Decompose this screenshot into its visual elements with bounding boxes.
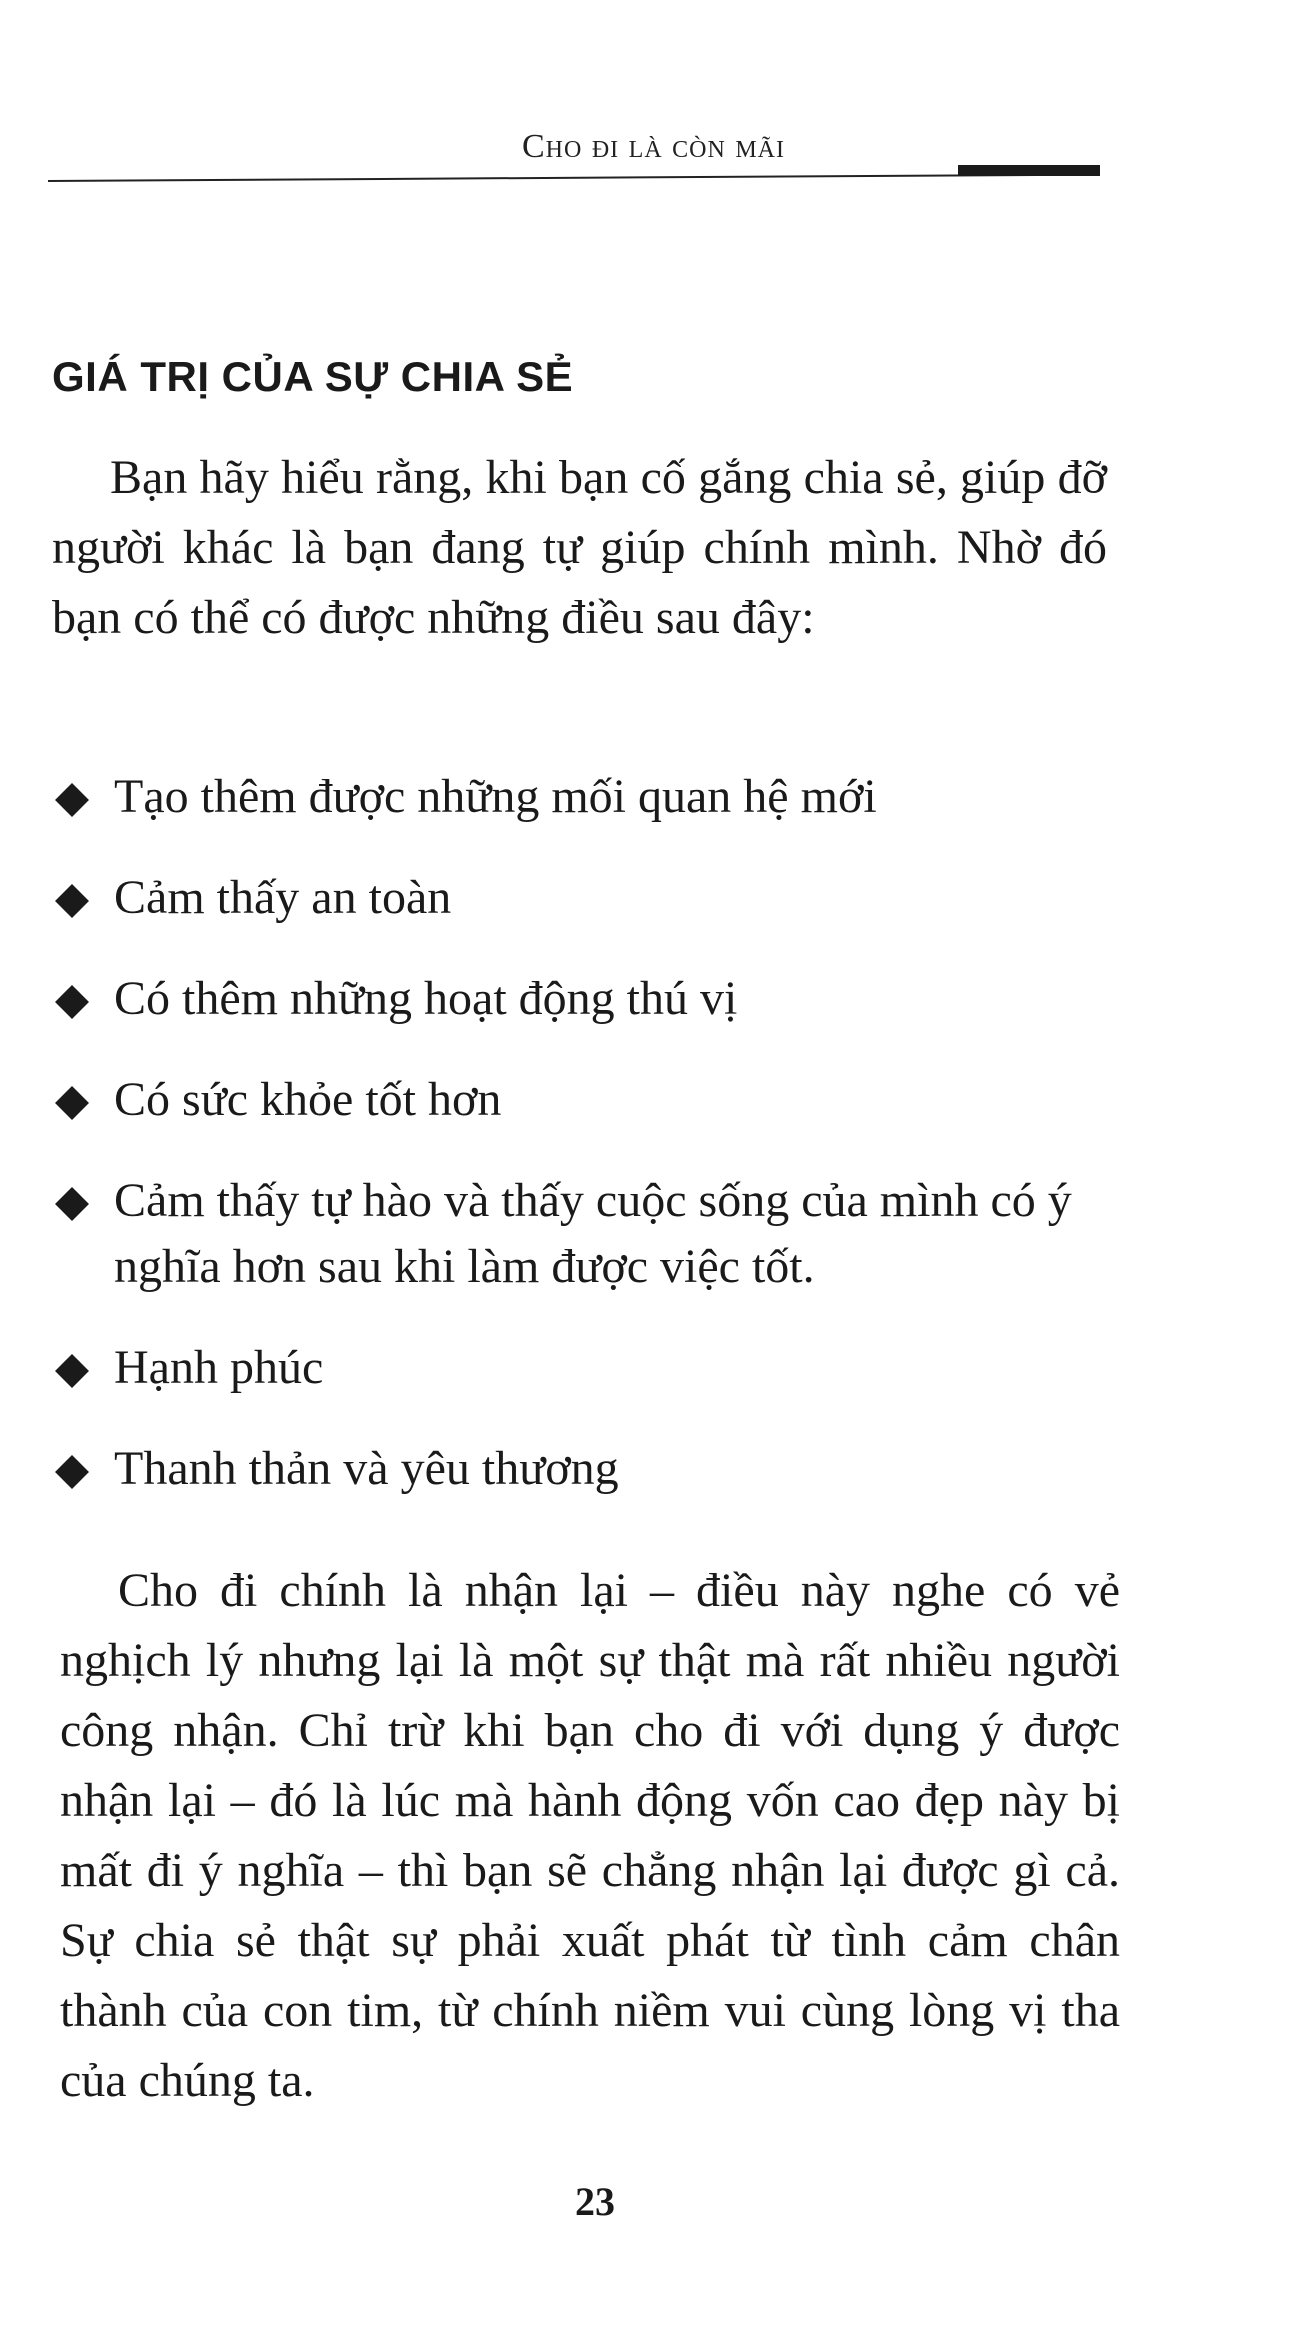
list-item-text: Cảm thấy an toàn	[114, 871, 452, 924]
list-item-text: Có thêm những hoạt động thú vị	[114, 972, 738, 1025]
list-item	[52, 966, 1112, 1032]
list-item-text: Thanh thản và yêu thương	[114, 1442, 619, 1495]
diamond-bullet-icon	[55, 985, 89, 1019]
benefits-list	[52, 764, 1112, 1537]
diamond-bullet-icon	[55, 1354, 89, 1388]
list-item	[52, 764, 1112, 830]
diamond-bullet-icon	[55, 1455, 89, 1489]
diamond-bullet-icon	[55, 783, 89, 817]
diamond-bullet-icon	[55, 1086, 89, 1120]
list-item-text: Cảm thấy tự hào và thấy cuộc sống của mình có ý nghĩa hơn sau khi làm được việc tốt.	[114, 1174, 1072, 1293]
diamond-bullet-icon	[55, 884, 89, 918]
list-item-text: Có sức khỏe tốt hơn	[114, 1073, 502, 1126]
list-item	[52, 865, 1112, 931]
intro-paragraph: Bạn hãy hiểu rằng, khi bạn cố gắng chia sẻ, giúp đỡ người khác là bạn đang tự giúp chính mình. Nhờ đó bạn có thể có được những điều sau đây:	[52, 451, 1107, 644]
page-number: 23	[575, 2179, 615, 2224]
list-item	[52, 1335, 1112, 1401]
section-title: GIÁ TRỊ CỦA SỰ CHIA SẺ	[52, 353, 574, 400]
header-rule-accent	[958, 165, 1100, 176]
header-rule	[48, 174, 1100, 182]
list-item	[52, 1067, 1112, 1133]
list-item	[52, 1168, 1112, 1300]
list-item-text: Tạo thêm được những mối quan hệ mới	[114, 770, 877, 823]
diamond-bullet-icon	[55, 1187, 89, 1221]
running-header: Cho đi là còn mãi	[522, 128, 785, 165]
list-item-text: Hạnh phúc	[114, 1341, 324, 1394]
closing-paragraph: Cho đi chính là nhận lại – điều này nghe có vẻ nghịch lý nhưng lại là một sự thật mà rất nhiều người công nhận. Chỉ trừ khi bạn cho đi với dụng ý được nhận lại – đó là lúc mà hành động vốn cao đẹp này bị mất đi ý nghĩa – thì bạn sẽ chẳng nhận lại được gì cả. Sự chia sẻ thật sự phải xuất phát từ tình cảm chân thành của con tim, từ chính niềm vui cùng lòng vị tha của chúng ta.	[60, 1564, 1120, 2107]
list-item	[52, 1436, 1112, 1502]
